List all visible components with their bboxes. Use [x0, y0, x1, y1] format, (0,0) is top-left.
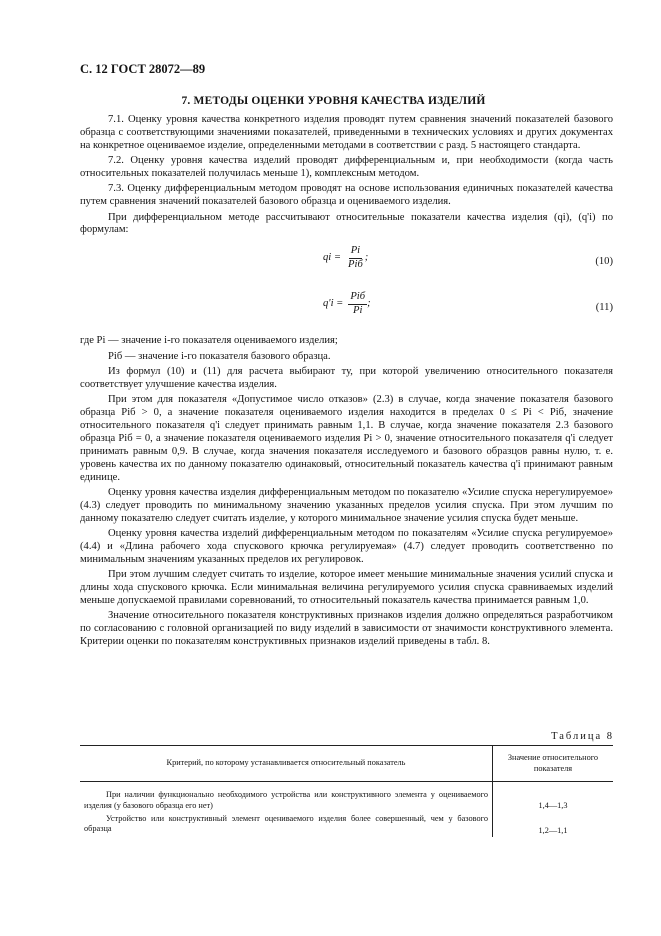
paragraph-formulas-intro: При дифференциальном методе рассчитывают относительные показатели качества изделия (qi), (q'i) по формулам:	[80, 211, 613, 236]
formula-10	[80, 243, 613, 283]
formula-10-denominator: Piб	[348, 259, 363, 271]
formula-10-number: (10)	[595, 256, 613, 268]
table-cell-value: 1,2—1,1	[538, 825, 568, 835]
table-cell-criterion: Устройство или конструктивный элемент оцениваемого изделия более совершенный, чем у базового образца	[80, 813, 493, 838]
where-line-1: где Pi — значение i-го показателя оцениваемого изделия;	[80, 335, 338, 347]
column-header-criterion: Критерий, по которому устанавливается относительный показатель	[80, 746, 493, 782]
formula-11-fraction	[348, 291, 367, 318]
body-text	[80, 114, 613, 651]
formula-11-lhs: q'i =	[323, 298, 344, 310]
paragraph-failures: При этом для показателя «Допустимое число отказов» (2.3) в случае, когда значение показателя базового образца Piб > 0, а значение показателя оцениваемого изделия находится в пределах 0 ≤ Pi < Piб, значение относительного показателя q'i следует принимать равным 1,1. В случае, когда значение показателя 2.3 базового образца Piб = 0, а значение показателя оцениваемого изделия Pi > 0, значение относительного показателя q'i следует принимать равным 0,9. В случае, когда значения показателя исследуемого и базового образцов равны нулю, т. е. уровень качества их по данному показателю одинаковый, относительный показатель качества q'i принимают равным единице.	[80, 394, 613, 483]
page-header: С. 12 ГОСТ 28072—89	[80, 62, 206, 76]
table-row	[80, 813, 613, 838]
formula-10-tail: ;	[364, 252, 369, 264]
formula-11	[80, 289, 613, 329]
where-line-2: Piб — значение i-го показателя базового образца.	[108, 350, 331, 362]
paragraph-7-2: 7.2. Оценку уровня качества изделий проводят дифференциальным и, при необходимости (когда часть относительных показателей получилась меньше 1), комплексным методом.	[80, 155, 613, 180]
paragraph-trigger-force: Оценку уровня качества изделия дифференциальным методом по показателю «Усилие спуска нерегулируемое» (4.3) следует проводить по минимальному значению указанных пределов усилия спуска. При этом лучшим по данному показателю следует считать изделие, у которого минимальное значение усилия спуска будет меньше.	[80, 486, 613, 524]
formula-11-numerator: Piб	[348, 291, 367, 305]
table-row	[80, 782, 613, 813]
section-title: 7. МЕТОДЫ ОЦЕНКИ УРОВНЯ КАЧЕСТВА ИЗДЕЛИЙ	[181, 95, 486, 107]
formula-10-numerator: Pi	[349, 245, 362, 259]
paragraph-design-features: Значение относительного показателя конструктивных признаков изделия должно определяться разработчиком по согласованию с головной организацией по виду изделий в зависимости от значимости конструктивного элемента. Критерии оценки по показателям конструктивных признаков изделий приведены в табл. 8.	[80, 610, 613, 647]
formula-11-number: (11)	[595, 302, 613, 314]
column-header-value: Значение относительного показателя	[493, 746, 614, 782]
paragraph-7-3: 7.3. Оценку дифференциальным методом проводят на основе использования единичных показателей качества путем сравнения значений показателей базового образца и оцениваемого изделия.	[80, 183, 613, 208]
table-header-row	[80, 746, 613, 782]
paragraph-7-1: 7.1. Оценку уровня качества конкретного изделия проводят путем сравнения значений показателей базового образца с соответствующими значениями показателей, приведенными в технических условиях и других документах на конкретное оцениваемое изделие, определенными методами в соответствии с разд. 5 настоящего стандарта.	[80, 114, 613, 151]
table-8	[80, 745, 613, 837]
formula-11-tail: ;	[367, 298, 371, 310]
table-caption: Таблица 8	[551, 731, 614, 742]
formula-10-lhs: qi =	[323, 252, 342, 264]
paragraph-adjustable: Оценку уровня качества изделий дифференциальным методом по показателям «Усилие спуска регулируемое» (4.4) и «Длина рабочего хода спускового крючка регулируемая» (4.7) следует проводить соответственно по минимальным значениям указанных пределов их регулировок.	[80, 527, 613, 565]
paragraph-formula-choice: Из формул (10) и (11) для расчета выбирают ту, при которой увеличению относительного показателя соответствует улучшение качества изделия.	[80, 365, 613, 390]
formula-11-denominator: Pi	[352, 305, 363, 317]
table-cell-criterion: При наличии функционально необходимого устройства или конструктивного элемента у оцениваемого изделия (у базового образца его нет)	[80, 782, 493, 813]
paragraph-best-product: При этом лучшим следует считать то изделие, которое имеет меньшие минимальные значения усилий спуска и длины хода спускового крючка. Если минимальная величина регулируемого усилия спуска сравниваемых изделий меньше допускаемой правилами соревнований, то относительный показатель качества принимается равным 1,0.	[80, 569, 613, 606]
table-cell-value: 1,4—1,3	[538, 801, 568, 810]
formula-10-fraction	[346, 245, 365, 272]
